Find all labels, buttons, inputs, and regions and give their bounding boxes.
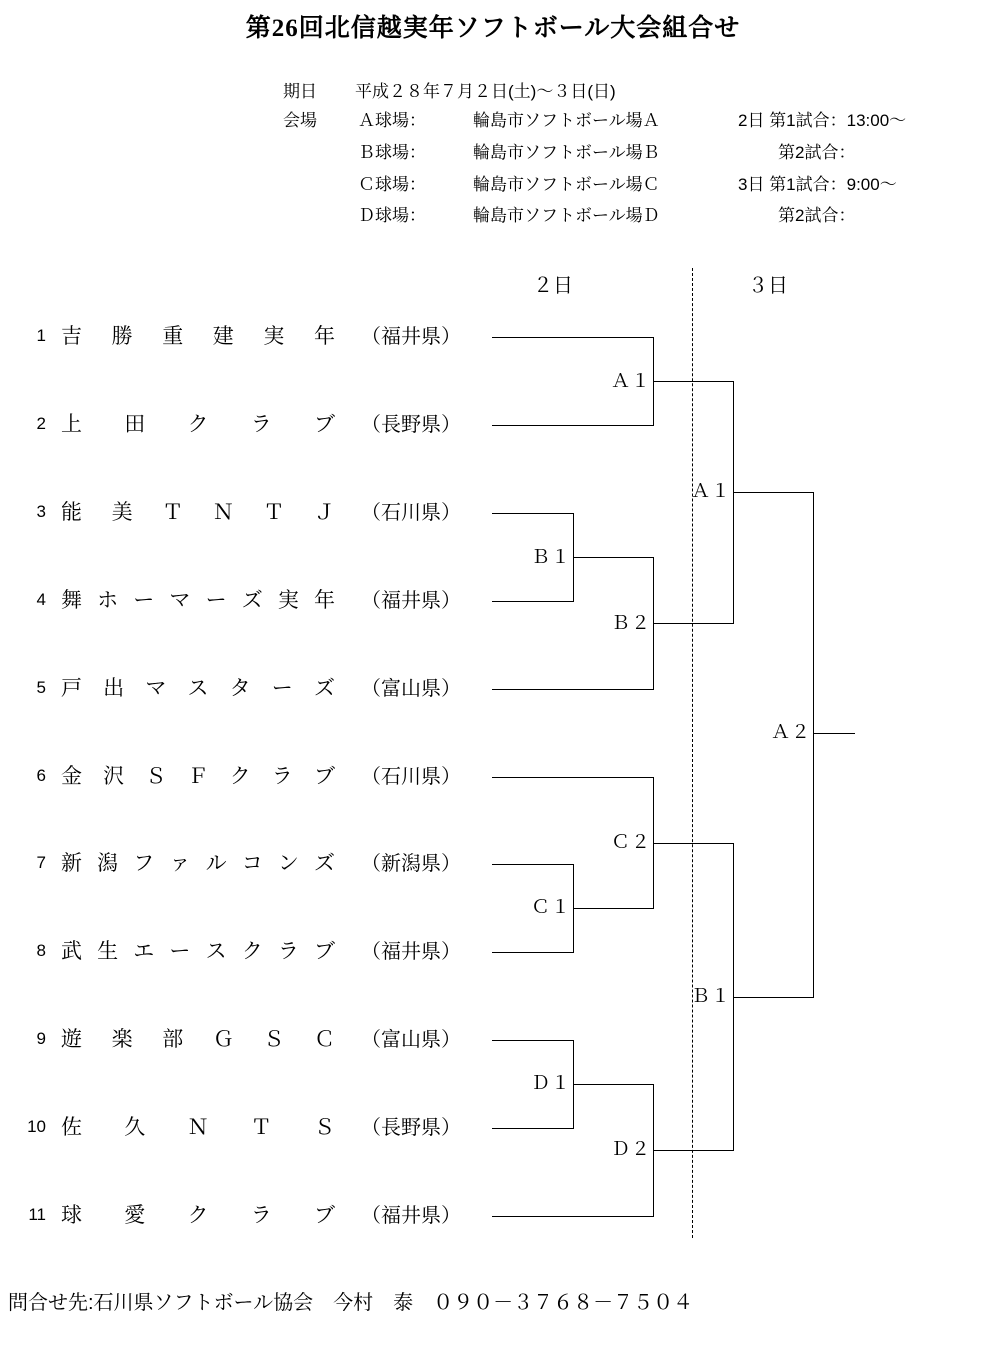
team-seed: 4 [36, 590, 46, 609]
bracket-winner-c2 [653, 843, 733, 844]
bracket-line-team3 [492, 513, 573, 514]
match-label-b1-day2: Ｂ１ [530, 547, 571, 568]
team-name: 能 美 Ｔ Ｎ Ｔ Ｊ [61, 501, 335, 524]
team-name: 戸 出 マ ス タ ー ズ [61, 677, 335, 700]
team-row-4 [0, 587, 520, 615]
bracket-winner-d1 [573, 1084, 653, 1085]
team-name: 金 沢 Ｓ Ｆ ク ラ ブ [61, 765, 335, 788]
bracket-winner-c1 [573, 908, 653, 909]
bracket-winner-a1-day3 [733, 492, 813, 493]
team-row-5 [0, 675, 520, 703]
team-prefecture: （富山県） [361, 1029, 461, 1051]
team-name: 上 田 ク ラ ブ [61, 413, 335, 436]
team-name: 新 潟 フ ァ ル コ ン ズ [61, 852, 335, 875]
venue-label: 会場 [283, 111, 317, 130]
day-separator-dashed-line [692, 268, 693, 1238]
match-label-d2-day2: Ｄ２ [610, 1139, 651, 1160]
team-seed: 2 [36, 414, 46, 433]
bracket-line-team1 [492, 337, 653, 338]
team-prefecture: （福井県） [361, 590, 461, 612]
bracket-line-team9 [492, 1040, 573, 1041]
team-name: 舞 ホ ー マ ー ズ 実 年 [61, 589, 335, 612]
team-seed: 5 [36, 678, 46, 697]
team-row-8 [0, 938, 520, 966]
bracket-line-team7 [492, 864, 573, 865]
team-row-7 [0, 850, 520, 878]
page-title: 第26回北信越実年ソフトボール大会組合せ [245, 15, 741, 42]
bracket-winner-b1 [573, 557, 653, 558]
team-seed: 8 [36, 941, 46, 960]
team-prefecture: （長野県） [361, 1117, 461, 1139]
team-row-6 [0, 763, 520, 791]
team-prefecture: （福井県） [361, 941, 461, 963]
team-seed: 6 [36, 766, 46, 785]
time-day3-game1: 3日 第1試合：9:00～ [738, 175, 897, 194]
bracket-join-final [813, 492, 814, 998]
team-seed: 1 [36, 326, 46, 345]
team-row-10 [0, 1114, 520, 1142]
bracket-line-team6 [492, 777, 653, 778]
venue-a-label: Ａ球場： [358, 111, 426, 130]
bracket-winner-a1 [653, 381, 733, 382]
time-day2-game2: 第2試合： [778, 143, 856, 162]
match-label-c1-day2: Ｃ１ [530, 897, 571, 918]
team-prefecture: （石川県） [361, 502, 461, 524]
match-label-d1-day2: Ｄ１ [530, 1073, 571, 1094]
bracket-line-team2 [492, 425, 653, 426]
venue-c-label: Ｃ球場： [358, 175, 426, 194]
team-name: 吉 勝 重 建 実 年 [61, 325, 335, 348]
team-seed: 9 [36, 1029, 46, 1048]
venue-a-name: 輪島市ソフトボール場Ａ [473, 111, 660, 130]
team-prefecture: （長野県） [361, 414, 461, 436]
match-label-a1-day3: Ａ１ [690, 481, 731, 502]
team-prefecture: （福井県） [361, 1205, 461, 1227]
bracket-winner-b2 [653, 623, 733, 624]
team-name: 球 愛 ク ラ ブ [61, 1204, 335, 1227]
contact-info: 問合せ先:石川県ソフトボール協会 今村 泰 ０９０－３７６８－７５０４ [8, 1292, 694, 1314]
venue-b-label: Ｂ球場： [358, 143, 426, 162]
team-row-2 [0, 411, 520, 439]
match-label-a2-final: Ａ２ [770, 722, 811, 743]
bracket-winner-d2 [653, 1150, 733, 1151]
bracket-line-team10 [492, 1128, 573, 1129]
day2-column-header: ２日 [533, 275, 573, 297]
venue-c-name: 輪島市ソフトボール場Ｃ [473, 175, 660, 194]
team-seed: 7 [36, 853, 46, 872]
date-label: 期日 [283, 82, 317, 101]
venue-b-name: 輪島市ソフトボール場Ｂ [473, 143, 660, 162]
date-value: 平成２８年７月２日(土)～３日(日) [355, 82, 616, 101]
venue-d-name: 輪島市ソフトボール場Ｄ [473, 206, 660, 225]
bracket-line-team11 [492, 1216, 653, 1217]
time-day2-game1: 2日 第1試合：13:00～ [738, 111, 907, 130]
team-prefecture: （福井県） [361, 326, 461, 348]
team-name: 武 生 エ ー ス ク ラ ブ [61, 940, 335, 963]
time-day3-game2: 第2試合： [778, 206, 856, 225]
team-row-11 [0, 1202, 520, 1230]
match-label-b1-day3: Ｂ１ [690, 986, 731, 1007]
match-label-b2-day2: Ｂ２ [610, 613, 651, 634]
team-row-9 [0, 1026, 520, 1054]
bracket-winner-b1-day3 [733, 997, 813, 998]
team-prefecture: （富山県） [361, 678, 461, 700]
team-prefecture: （石川県） [361, 766, 461, 788]
team-name: 佐 久 Ｎ Ｔ Ｓ [61, 1116, 335, 1139]
bracket-line-team8 [492, 952, 573, 953]
bracket-winner-final [813, 733, 855, 734]
day3-column-header: ３日 [748, 275, 788, 297]
team-seed: 3 [36, 502, 46, 521]
team-name: 遊 楽 部 Ｇ Ｓ Ｃ [61, 1028, 335, 1051]
team-seed: 11 [28, 1205, 46, 1224]
team-row-1 [0, 323, 520, 351]
team-prefecture: （新潟県） [361, 853, 461, 875]
match-label-c2-day2: Ｃ２ [610, 832, 651, 853]
team-row-3 [0, 499, 520, 527]
bracket-line-team5 [492, 689, 653, 690]
match-label-a1-day2: Ａ１ [610, 371, 651, 392]
team-seed: 10 [27, 1117, 46, 1136]
bracket-line-team4 [492, 601, 573, 602]
bracket-join-a1-day3 [733, 381, 734, 624]
venue-d-label: Ｄ球場： [358, 206, 426, 225]
